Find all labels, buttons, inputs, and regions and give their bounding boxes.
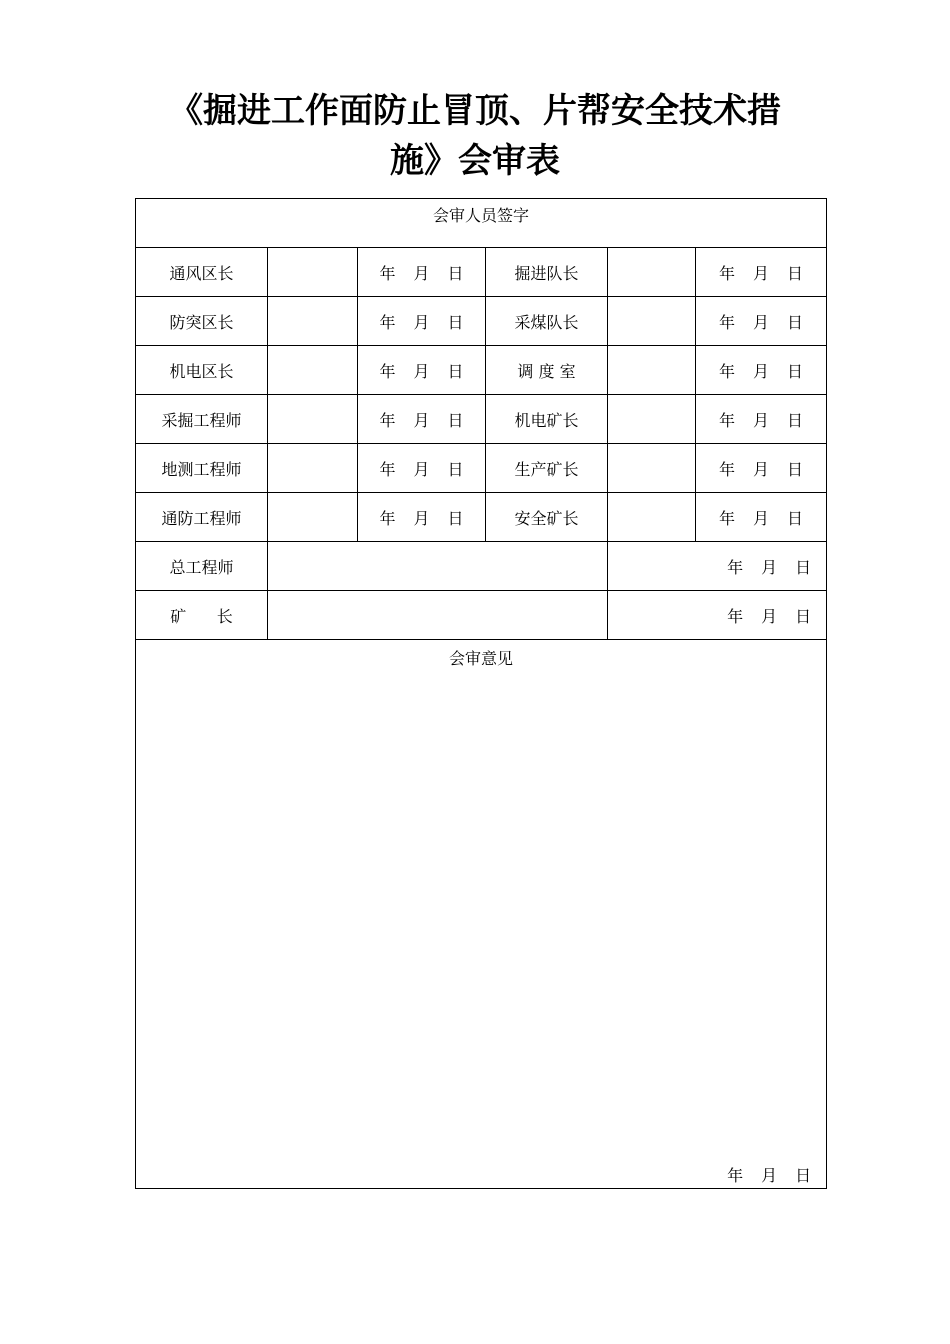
- review-form-table: [135, 198, 827, 1189]
- role-label: 安全矿长: [486, 493, 608, 542]
- table-row: [136, 297, 827, 346]
- table-row: [136, 493, 827, 542]
- signature-field[interactable]: [268, 395, 358, 444]
- signature-field[interactable]: [608, 395, 696, 444]
- signature-field[interactable]: [268, 444, 358, 493]
- signature-field[interactable]: [268, 542, 608, 591]
- signature-header-row: [136, 199, 827, 248]
- date-field[interactable]: 年 月 日: [696, 444, 827, 493]
- title-line-2: 施》会审表: [390, 141, 560, 181]
- role-label: 机电区长: [136, 346, 268, 395]
- opinion-field[interactable]: [136, 640, 827, 1189]
- date-field[interactable]: 年 月 日: [696, 297, 827, 346]
- table-row: [136, 346, 827, 395]
- signature-field[interactable]: [608, 346, 696, 395]
- date-field[interactable]: 年 月 日: [608, 591, 827, 640]
- role-label: 通风区长: [136, 248, 268, 297]
- title-line-1: 《掘进工作面防止冒顶、片帮安全技术措: [169, 91, 781, 131]
- date-field[interactable]: 年 月 日: [358, 346, 486, 395]
- date-field[interactable]: 年 月 日: [608, 542, 827, 591]
- date-field[interactable]: 年 月 日: [696, 346, 827, 395]
- signature-header: 会审人员签字: [136, 199, 827, 248]
- table-row: [136, 542, 827, 591]
- role-label: 生产矿长: [486, 444, 608, 493]
- signature-field[interactable]: [268, 248, 358, 297]
- table-row: [136, 591, 827, 640]
- signature-field[interactable]: [268, 591, 608, 640]
- role-label: 机电矿长: [486, 395, 608, 444]
- role-label: 采煤队长: [486, 297, 608, 346]
- role-label: 通防工程师: [136, 493, 268, 542]
- table-row: [136, 395, 827, 444]
- opinion-title: 会审意见: [449, 649, 514, 668]
- date-field[interactable]: 年 月 日: [696, 493, 827, 542]
- signature-field[interactable]: [268, 297, 358, 346]
- signature-field[interactable]: [268, 346, 358, 395]
- date-field[interactable]: 年 月 日: [358, 395, 486, 444]
- signature-field[interactable]: [608, 493, 696, 542]
- opinion-row: [136, 640, 827, 1189]
- signature-field[interactable]: [268, 493, 358, 542]
- document-title: [0, 86, 950, 186]
- role-label: 掘进队长: [486, 248, 608, 297]
- role-label: 防突区长: [136, 297, 268, 346]
- role-label: 总工程师: [136, 542, 268, 591]
- date-field[interactable]: 年 月 日: [358, 493, 486, 542]
- signature-field[interactable]: [608, 444, 696, 493]
- date-field[interactable]: 年 月 日: [358, 297, 486, 346]
- role-label: 矿 长: [136, 591, 268, 640]
- role-label: 地测工程师: [136, 444, 268, 493]
- date-field[interactable]: 年 月 日: [696, 248, 827, 297]
- date-field[interactable]: 年 月 日: [358, 444, 486, 493]
- table-row: [136, 248, 827, 297]
- role-label: 调 度 室: [486, 346, 608, 395]
- signature-field[interactable]: [608, 297, 696, 346]
- role-label: 采掘工程师: [136, 395, 268, 444]
- date-field[interactable]: 年 月 日: [696, 395, 827, 444]
- table-row: [136, 444, 827, 493]
- date-field[interactable]: 年 月 日: [358, 248, 486, 297]
- opinion-date: 年 月 日: [727, 1166, 812, 1185]
- signature-field[interactable]: [608, 248, 696, 297]
